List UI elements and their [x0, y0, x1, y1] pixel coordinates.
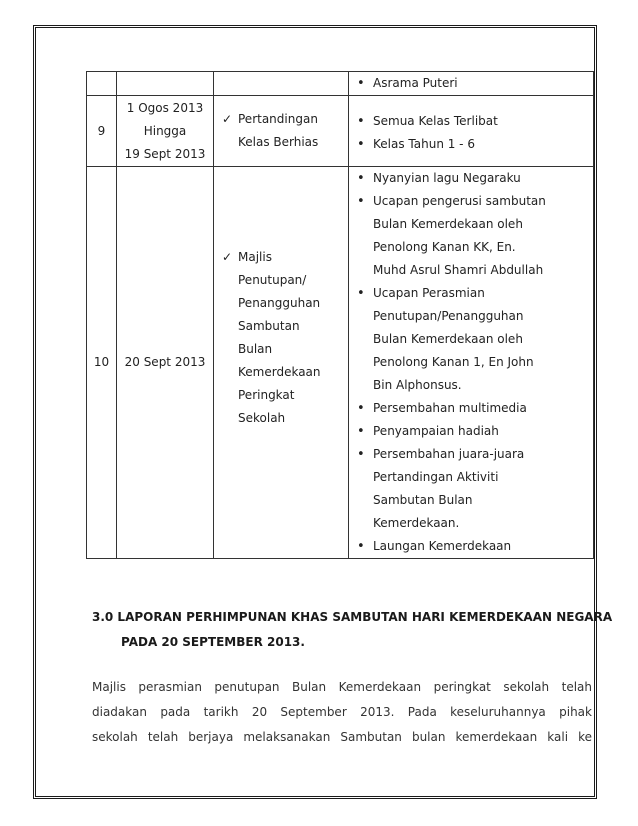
detail-item [355, 133, 593, 156]
schedule-table [86, 71, 594, 559]
table-row [87, 96, 594, 167]
detail-line: Bin Alphonsus. [373, 378, 462, 392]
detail-item [355, 420, 593, 443]
activity-line: Penutupan/ [238, 273, 307, 287]
date-cell [117, 167, 214, 559]
activity-cell [214, 167, 349, 559]
row-number-cell [87, 72, 117, 96]
detail-line: • Kelas Tahun 1 - 6 [373, 137, 475, 151]
date-line: Hingga [143, 123, 187, 138]
section-heading-line-1: 3.0 LAPORAN PERHIMPUNAN KHAS SAMBUTAN HARI KEMERDEKAAN NEGARA [92, 610, 613, 624]
detail-line: • Penyampaian hadiah [373, 424, 499, 438]
row-number-cell [87, 96, 117, 167]
date-cell [117, 72, 214, 96]
detail-line: • Laungan Kemerdekaan [373, 539, 512, 553]
details-cell [349, 167, 594, 559]
detail-line: Penolong Kanan KK, En. [373, 240, 516, 254]
detail-item [355, 443, 593, 535]
detail-item [355, 282, 593, 397]
detail-line: • Persembahan juara-juara [373, 447, 525, 461]
detail-item [355, 110, 593, 133]
detail-line: Penolong Kanan 1, En John [373, 355, 534, 369]
activity-line: Majlis [238, 250, 272, 264]
activity-line: Bulan [238, 342, 273, 356]
activity-line: Peringkat [238, 388, 295, 402]
table-row [87, 167, 594, 559]
activity-line: Kelas Berhias [238, 135, 319, 149]
row-number: 9 [97, 124, 106, 138]
date-cell [117, 96, 214, 167]
detail-line: • Semua Kelas Terlibat [373, 114, 498, 128]
detail-item [355, 190, 593, 282]
section-heading [92, 605, 612, 655]
activity-line: Sekolah [238, 411, 286, 425]
date-line: 20 Sept 2013 [124, 354, 206, 369]
detail-line: • Ucapan Perasmian [373, 286, 485, 300]
details-cell [349, 96, 594, 167]
checkmark-icon: ✓ [222, 112, 233, 126]
detail-line: Penutupan/Penangguhan [373, 309, 524, 323]
detail-line: • Asrama Puteri [373, 76, 458, 90]
detail-line: Bulan Kemerdekaan oleh [373, 332, 523, 346]
report-paragraph [92, 675, 592, 750]
detail-item [355, 535, 593, 558]
section-heading-line-2: PADA 20 SEPTEMBER 2013. [121, 635, 305, 649]
detail-item [355, 397, 593, 420]
date-line: 19 Sept 2013 [124, 146, 206, 161]
detail-line: Pertandingan Aktiviti [373, 470, 499, 484]
activity-cell [214, 72, 349, 96]
detail-line: Sambutan Bulan [373, 493, 473, 507]
detail-item [355, 167, 593, 190]
detail-line: • Nyanyian lagu Negaraku [373, 171, 521, 185]
activity-line: Sambutan [238, 319, 300, 333]
row-number: 10 [93, 355, 110, 369]
detail-line: Bulan Kemerdekaan oleh [373, 217, 523, 231]
detail-line: Kemerdekaan. [373, 516, 460, 530]
detail-line: • Persembahan multimedia [373, 401, 527, 415]
detail-line: Muhd Asrul Shamri Abdullah [373, 263, 544, 277]
activity-line: Penangguhan [238, 296, 321, 310]
detail-item [355, 72, 593, 95]
paragraph-line: sekolah telah berjaya melaksanakan Sambutan bulan kemerdekaan kali ke [92, 730, 592, 744]
date-line: 1 Ogos 2013 [126, 100, 204, 115]
checkmark-icon: ✓ [222, 250, 233, 264]
activity-cell [214, 96, 349, 167]
activity-line: Pertandingan [238, 112, 318, 126]
paragraph-line: Majlis perasmian penutupan Bulan Kemerdekaan peringkat sekolah telah [92, 680, 592, 694]
activity-line: Kemerdekaan [238, 365, 321, 379]
details-cell [349, 72, 594, 96]
paragraph-line: diadakan pada tarikh 20 September 2013. Pada keseluruhannya pihak [92, 705, 592, 719]
row-number-cell [87, 167, 117, 559]
detail-line: • Ucapan pengerusi sambutan [373, 194, 546, 208]
table-row [87, 72, 594, 96]
